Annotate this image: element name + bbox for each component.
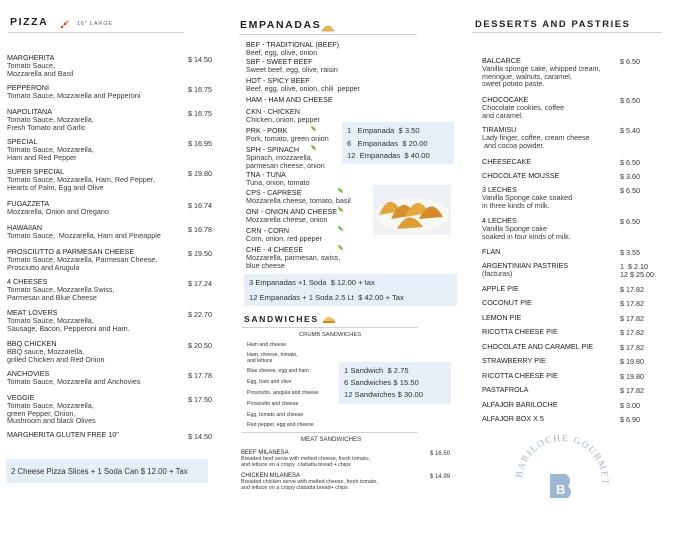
pizza-item: [7, 248, 157, 271]
dessert-desc: Vanilla Sponge cake soaked in three kinds of milk.: [482, 192, 573, 210]
pizza-name: MARGHERITA: [7, 53, 55, 62]
dessert-item: [482, 158, 531, 166]
empanada-name: SBF - SWEET BEEF: [246, 57, 313, 66]
dessert-item: [482, 172, 559, 180]
leaf-icon: [338, 226, 343, 231]
dessert-price: $ 19.80: [620, 357, 644, 366]
crumb-item: Egg, tomato and cheese: [247, 412, 304, 418]
dessert-name: CHOCOLATE AND CARAMEL PIE: [482, 342, 594, 351]
pizza-name: VEGGIE: [7, 393, 35, 402]
pizza-name: ANCHOVIES: [7, 369, 50, 378]
dessert-item: [482, 372, 558, 380]
pizza-title: PIZZA: [10, 16, 49, 28]
meat-desc: Breaded beef serve with melted cheese, fresh tomato, and lettuce on a crispy clabatta bread + chips: [241, 455, 371, 468]
pizza-price: $ 16.75: [188, 85, 212, 94]
pizza-item: [7, 54, 73, 77]
pizza-price: $ 20.50: [188, 341, 212, 350]
empanada-item: [246, 77, 360, 93]
crumb-item: Ham and cheese: [247, 342, 287, 348]
empanada-name: CKN - CHICKEN: [246, 107, 300, 116]
meat-name: BEEF MILANESA: [241, 450, 289, 456]
dessert-name: LEMON PIE: [482, 313, 522, 322]
pizza-item: [7, 224, 161, 240]
dessert-name: COCONUT PIE: [482, 298, 532, 307]
empanada-desc: Beef, egg, olive, onion, chili pepper: [246, 83, 360, 93]
pizza-price: $ 16.78: [188, 225, 212, 234]
dessert-price: $ 3.60: [620, 172, 640, 181]
dessert-price: $ 19.80: [620, 372, 644, 381]
pizza-price: $ 17.50: [188, 395, 212, 404]
dessert-name: CHEESECAKE: [482, 157, 532, 166]
empanada-name: CRN - CORN: [246, 226, 290, 235]
sandwich-price-line: 6 Sandwiches $ 15.50: [344, 378, 419, 387]
pizza-desc: Tomato Sauce, Mozzarella, Ham and Pineapple: [7, 230, 161, 240]
crumb-item: Ham, cheese, tomato, and lettuce: [247, 352, 298, 364]
dessert-item: [482, 126, 590, 149]
empanada-price-line: 12 Empanadas $ 40.00: [347, 151, 430, 160]
crumb-sandwiches-title: CRUMB SANDWICHES: [299, 332, 362, 338]
pizza-name: MARGHERITA GLUTEN FREE 10": [7, 430, 119, 439]
dessert-name: TIRAMISU: [482, 125, 517, 134]
dessert-item: [482, 314, 521, 322]
dessert-name: 4 LECHES: [482, 216, 517, 225]
pizza-item: [7, 394, 96, 425]
pizza-name: PEPPERONI: [7, 83, 49, 92]
empanada-desc: Chicken, onion, pepper: [246, 114, 320, 124]
empanada-combo-line: 12 Empanadas + 1 Soda 2.5 Lt $ 42.00 + Tax: [249, 293, 404, 302]
dessert-item: [482, 285, 519, 293]
dessert-price: $ 17.82: [620, 285, 644, 294]
empanada-desc: Pork, tomato, green onion: [246, 133, 329, 143]
sandwich-price-line: 12 Sandwiches $ 30.00: [344, 390, 423, 399]
pizza-item: [7, 309, 130, 332]
pizza-price: $ 14.50: [188, 432, 212, 441]
dessert-name: APPLE PIE: [482, 284, 519, 293]
empanada-item: [246, 127, 329, 143]
dessert-price: $ 3.00: [620, 401, 640, 410]
pizza-name: PROSCIUTTO & PARMESAN CHEESE: [7, 247, 135, 256]
dessert-item: [482, 96, 564, 119]
pizza-desc: Mozzarella, Onion and Oregano: [7, 206, 109, 216]
empanada-item: [246, 189, 351, 205]
dessert-name: ALFAJOR BARILOCHE: [482, 400, 558, 409]
empanada-combo-line: 3 Empanadas +1 Soda $ 12.00 + tax: [249, 278, 375, 287]
meat-price: $ 16.50: [429, 451, 450, 457]
pizza-item: [7, 370, 140, 386]
dessert-item: [482, 386, 528, 394]
empanada-item: [246, 227, 322, 243]
dessert-price: $ 5.40: [620, 126, 640, 135]
pizza-item: [7, 168, 155, 191]
empanada-name: HOT - SPICY BEEF: [246, 76, 310, 85]
empanada-desc: Beef, egg, olive, onion: [246, 47, 318, 57]
meat-divider: [242, 432, 418, 433]
empanada-item: [246, 171, 310, 187]
dessert-item: [482, 217, 571, 240]
pizza-desc: Tomato Sauce, Mozzarella, green Pepper, Onion, Mushroom and black Olives: [7, 400, 96, 426]
pizza-desc: Tomato Sauce, Mozzarella and Anchovies: [7, 376, 141, 386]
dessert-desc: Chocolate cookies, coffee and caramel.: [482, 102, 565, 120]
meat-desc: Breaded chicken serve with melted cheese, fresh tomato, and lettuce on a crispy clabatta bread+ chips: [241, 478, 378, 491]
pizza-price: $ 17.78: [188, 371, 212, 380]
pizza-desc: Tomato Sauce, Mozzarella, Sausage, Bacon, Pepperoni and Ham.: [7, 315, 130, 333]
empanada-price-line: 6 Empanadas $ 20.00: [347, 138, 428, 148]
pizza-price: $ 16.75: [188, 109, 212, 118]
pizza-price: $ 17.24: [188, 279, 212, 288]
pizza-desc: Tomato Sauce, Mozzarella and Basil: [7, 60, 74, 78]
pizza-name: BBQ CHICKEN: [7, 339, 57, 348]
empanada-item: [246, 96, 333, 104]
empanada-name: SPH - SPINACH: [246, 145, 300, 154]
dessert-item: [482, 343, 593, 351]
pizza-price: $ 14.50: [188, 55, 212, 64]
dessert-price: $ 6.50: [620, 96, 640, 105]
pizza-price: $ 16.95: [188, 139, 212, 148]
pizza-desc: Tomato Sauce, Mozzarella, Fresh Tomato and Garlic: [7, 114, 94, 132]
dessert-item: [482, 248, 500, 256]
dessert-price: $ 17.82: [620, 386, 644, 395]
meat-price: $ 14.99: [429, 474, 450, 480]
pizza-divider: [8, 32, 184, 33]
dessert-price: $ 6.50: [620, 57, 640, 66]
dessert-name: FLAN: [482, 247, 501, 256]
empanada-desc: Mozzarella, parmesan, swiss, blue cheese: [246, 252, 341, 270]
empanada-price-line: 1 Empanada $ 3.50: [347, 126, 420, 135]
crumb-item: Prosciutto and cheese: [247, 401, 299, 407]
dessert-item: [482, 299, 532, 307]
pizza-price: $ 19.50: [188, 249, 212, 258]
dessert-name: CHOCOLATE MOUSSE: [482, 171, 560, 180]
pizza-desc: Tomato Sauce, Mozzarella, Parmesan Cheese, Prosciutto and Arugula: [7, 254, 158, 272]
sandwiches-title: SANDWICHES: [244, 314, 319, 324]
empanada-name: CHE - 4 CHEESE: [246, 245, 304, 254]
dessert-desc: (facturas): [482, 268, 513, 278]
dessert-price: $ 6.50: [620, 217, 640, 226]
empanada-name: ONI - ONION AND CHEESE: [246, 207, 338, 216]
dessert-name: ARGENTINIAN PASTRIES: [482, 261, 569, 270]
pizza-desc: Tomato Sauce, Mozzarella and Pepperoni: [7, 90, 141, 100]
pizza-price: $ 16.74: [188, 201, 212, 210]
logo-letter: B: [556, 482, 566, 497]
pizza-name: SUPER SPECIAL: [7, 167, 65, 176]
meat-item: [241, 451, 370, 469]
crumb-item: Prosciutto, arugula and cheese: [247, 390, 319, 396]
dessert-price: $ 6.90: [620, 415, 640, 424]
pizza-item: [7, 84, 140, 100]
crumb-item: Red pepper, egg and cheese: [247, 422, 314, 428]
pizza-name: SPECIAL: [7, 137, 38, 146]
pizza-item: [7, 431, 119, 439]
empanada-desc: Mozzarella cheese, onion: [246, 214, 328, 224]
dessert-name: STRAWBERRY PIE: [482, 356, 546, 365]
pizza-size-label: 16" LARGE: [77, 21, 113, 27]
empanada-name: PRK - PORK: [246, 126, 288, 135]
dessert-price: $ 3.55: [620, 248, 640, 257]
pizza-item: [7, 138, 94, 161]
empanada-item: [246, 41, 339, 57]
empanada-icon: [321, 20, 335, 38]
empanada-item: [246, 108, 320, 124]
empanada-name: CPS - CAPRESE: [246, 188, 302, 197]
dessert-desc: Lady finger, coffee, cream cheese and cocoa powder.: [482, 132, 590, 150]
dessert-price: $ 17.82: [620, 343, 644, 352]
dessert-price: $ 6.50: [620, 158, 640, 167]
dessert-desc: Vanilla Sponge cake soaked in four kinds of milk.: [482, 223, 571, 241]
empanadas-title: EMPANADAS: [240, 19, 322, 31]
pizza-name: 4 CHEESES: [7, 277, 48, 286]
empanada-name: BEF - TRADITIONAL (BEEF): [246, 40, 340, 49]
pizza-item: [7, 340, 105, 363]
pizza-name: MEAT LOVERS: [7, 308, 58, 317]
dessert-name: RICOTTA CHEESE PIE: [482, 371, 558, 380]
dessert-item: [482, 401, 558, 409]
bariloche-gourmet-logo: [510, 434, 610, 519]
dessert-item: [482, 186, 572, 209]
leaf-icon: [338, 207, 343, 212]
pizza-item: [7, 108, 94, 131]
dessert-price: $ 17.82: [620, 314, 644, 323]
dessert-item: [482, 357, 546, 365]
empanada-item: [246, 246, 340, 269]
pizza-name: HAWAIIAN: [7, 223, 43, 232]
dessert-name: ALFAJOR BOX X 5: [482, 414, 544, 423]
crumb-item: Egg, ham and olive: [247, 379, 292, 385]
sandwiches-divider: [242, 327, 418, 328]
pizza-price: $ 22.70: [188, 310, 212, 319]
pizza-price: $ 19.80: [188, 169, 212, 178]
pizza-slice-icon: [57, 18, 70, 36]
empanada-desc: Mozzarella cheese, tomato, basil: [246, 195, 351, 205]
pizza-item: [7, 200, 109, 216]
pizza-item: [7, 278, 114, 301]
dessert-item: [482, 57, 601, 88]
desserts-divider: [472, 32, 662, 33]
empanadas-photo: [373, 185, 451, 240]
pizza-desc: Tomato Sauce, Mozzarella, Ham, Red Pepper, Hearts of Palm, Egg and Olive: [7, 174, 155, 192]
dessert-name: CHOCOCAKE: [482, 95, 529, 104]
dessert-price: $ 17.82: [620, 328, 644, 337]
dessert-item: [482, 328, 558, 336]
dessert-name: BALCARCE: [482, 56, 521, 65]
empanadas-divider: [239, 34, 417, 35]
pizza-name: FUGAZZETA: [7, 199, 50, 208]
logo-wordmark: BARILOCHE GOURMET: [514, 434, 610, 487]
pizza-promo-text: 2 Cheese Pizza Slices + 1 Soda Can $ 12.00 + Tax: [11, 467, 188, 476]
pizza-desc: Tomato Sauce, Mozzarella, Ham and Red Pepper: [7, 144, 94, 162]
meat-name: CHICKEN MILANESA: [241, 473, 301, 479]
dessert-desc: Vanilla sponge cake, whipped cream, meringue, walnuts, caramel, sweet potato paste.: [482, 63, 601, 89]
empanada-desc: Tuna, onion, tomato: [246, 177, 310, 187]
dessert-name: PASTAFROLA: [482, 385, 529, 394]
empanada-name: TNA - TUNA: [246, 170, 286, 179]
dessert-name: RICOTTA CHEESE PIE: [482, 327, 558, 336]
empanada-item: [246, 58, 338, 74]
meat-item: [241, 474, 378, 492]
pizza-name: NAPOLITANA: [7, 107, 52, 116]
pizza-desc: BBQ sauce, Mozzarella, grilled Chicken and Red Onion: [7, 346, 105, 364]
dessert-item: [482, 262, 568, 278]
dessert-price: 1 $ 2.10 12 $ 25.00: [620, 262, 654, 279]
empanada-item: [246, 208, 337, 224]
empanada-desc: Corn, onion, red ppeper: [246, 233, 322, 243]
dessert-price: $ 17.82: [620, 299, 644, 308]
sandwich-price-line: 1 Sandwich $ 2.75: [344, 366, 409, 375]
empanada-desc: Spinach, mozzarella, parmesan cheese, onion: [246, 152, 325, 170]
empanada-desc: Sweet beef, egg, olive, raisin: [246, 64, 338, 74]
meat-sandwiches-title: MEAT SANDWICHES: [301, 436, 362, 443]
dessert-price: $ 6.50: [620, 186, 640, 195]
dessert-item: [482, 415, 544, 423]
empanada-name: HAM - HAM AND CHEESE: [246, 95, 333, 104]
crumb-item: Blue cheese, egg and ham: [247, 368, 309, 374]
desserts-title: DESSERTS AND PASTRIES: [475, 18, 631, 29]
pizza-desc: Tomato Sauce, Mozzarella Swiss, Parmesan and Blue Cheese: [7, 284, 115, 302]
dessert-name: 3 LECHES: [482, 185, 517, 194]
